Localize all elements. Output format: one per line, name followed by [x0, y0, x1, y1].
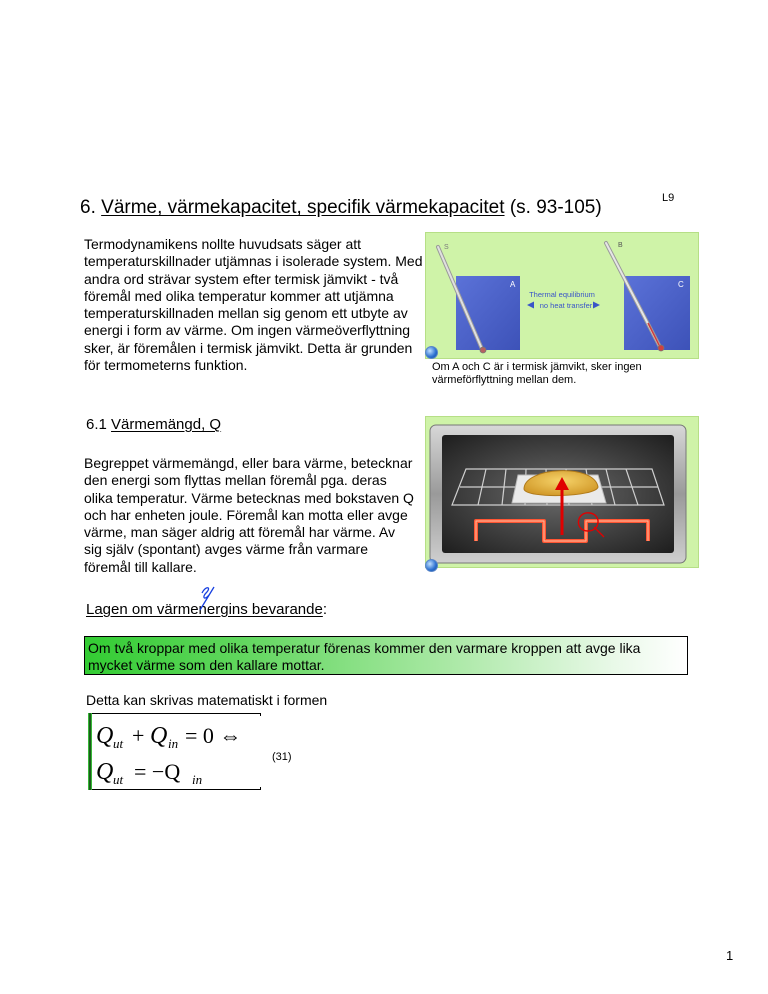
chapter-number: 6.	[80, 197, 96, 218]
section-title: Värmemängd, Q	[111, 416, 222, 433]
label-b: B	[618, 242, 623, 249]
eq-line2-q: Q	[96, 759, 114, 785]
no-heat-transfer-label: no heat transfer	[539, 301, 593, 310]
heat-definition-paragraph: Begreppet värmemängd, eller bara värme, betecknar den energi som flyttas mellan föremål pga. deras olika temperatur. Värme betecknas med bokstaven Q och har enheten joule. Föremål kan motta eller avge värme, man säger aldrig att föremål har värme. Av sig själv (spontant) avges värme från varmare föremål till kallare.	[84, 455, 414, 575]
formula-intro: Detta kan skrivas matematiskt i formen	[86, 692, 328, 708]
page-number: 1	[726, 948, 734, 963]
label-c: C	[678, 280, 684, 289]
eq-line1-sub-ut: ut	[113, 736, 124, 751]
section-number: 6.1	[86, 416, 107, 433]
chapter-pages: (s. 93-105)	[509, 197, 602, 218]
oven-illustration	[426, 417, 698, 567]
chapter-heading	[80, 197, 602, 219]
label-s: S	[444, 244, 449, 251]
law-statement-box: Om två kroppar med olika temperatur förenas kommer den varmare kroppen att avge lika mycket värme som den kallare mottar.	[84, 636, 688, 675]
eq-line1-rhs: = 0 ⇔	[185, 723, 242, 748]
globe-link-icon[interactable]	[425, 346, 438, 359]
eq-line1-plus: +	[132, 723, 145, 748]
figure-caption: Om A och C är i termisk jämvikt, sker ingen värmeförflyttning mellan dem.	[432, 361, 642, 386]
page-label: L9	[662, 192, 675, 204]
arrow-left-icon	[527, 302, 534, 309]
equilibrium-label: Thermal equilibrium	[529, 290, 595, 299]
chapter-title: Värme, värmekapacitet, specifik värmekapacitet	[101, 197, 505, 218]
eq-line1-q2: Q	[150, 723, 168, 749]
thermal-equilibrium-figure	[425, 232, 699, 359]
equation	[88, 713, 261, 790]
equation-number: (31)	[272, 751, 292, 763]
label-a: A	[510, 280, 516, 289]
eq-line1-sub-in: in	[168, 736, 179, 751]
intro-paragraph: Termodynamikens nollte huvudsats säger att temperaturskillnader utjämnas i isolerade system. Med andra ord strävar system efter termisk jämvikt - två föremål med olika temperatur kommer att utjämna temperaturskillnaden mellan sig genom ett utbyte av energi i form av värme. Om ingen värmeöverflyttning sker, är föremålen i termisk jämvikt. Detta är grunden för termometerns funktion.	[84, 236, 423, 374]
arrow-right-icon	[593, 302, 600, 309]
eq-line2-sub-in: in	[192, 772, 203, 787]
handwritten-e-correction	[192, 583, 222, 611]
law-colon: :	[322, 601, 327, 618]
globe-link-icon[interactable]	[425, 559, 438, 572]
eq-line1-q: Q	[96, 723, 114, 749]
thermal-equilibrium-illustration	[426, 233, 698, 358]
eq-line2-sub-ut: ut	[113, 772, 124, 787]
equation-box	[88, 713, 261, 790]
eq-line2-rhs: = −Q	[134, 759, 181, 784]
section-heading	[86, 416, 221, 433]
oven-figure	[425, 416, 699, 568]
law-title: Lagen om värmenergins bevarande	[86, 601, 323, 618]
